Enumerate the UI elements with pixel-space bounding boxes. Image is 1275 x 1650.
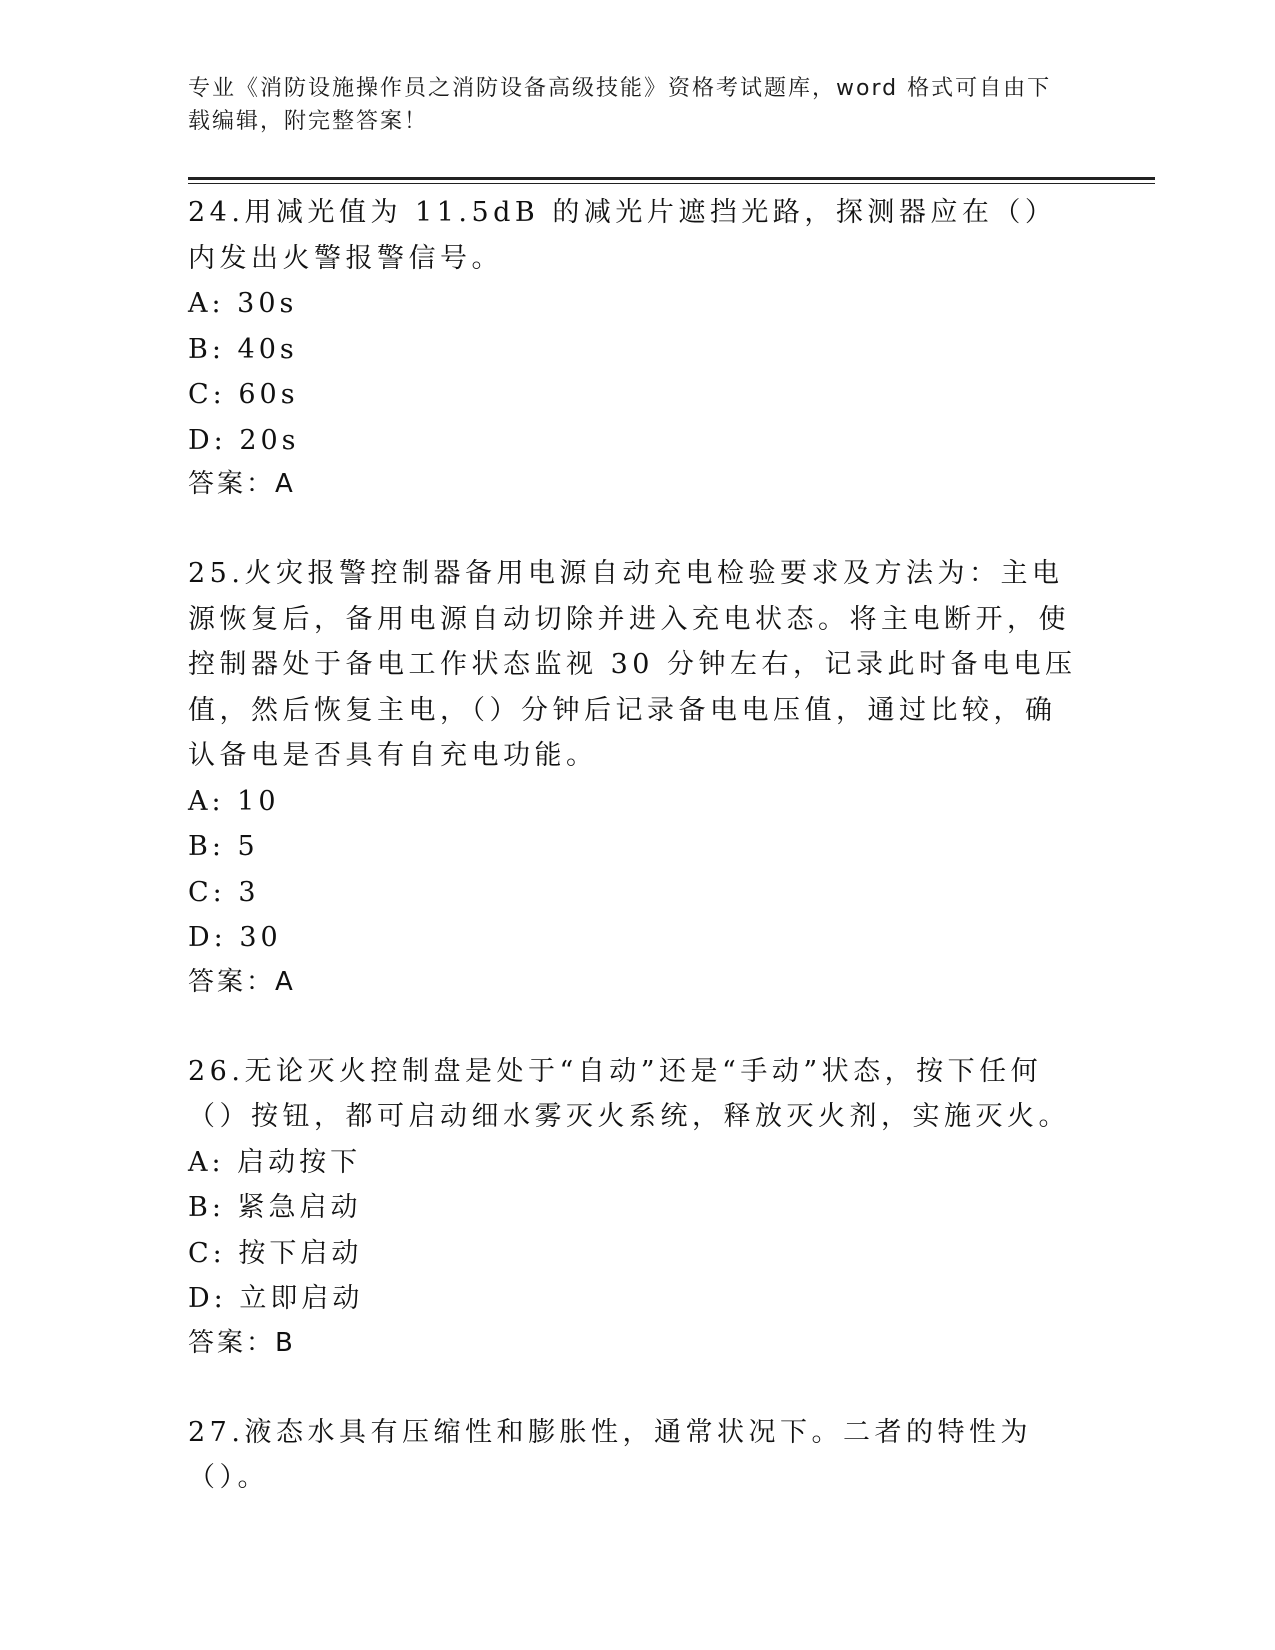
option-d: D: 30: [188, 922, 282, 953]
option-d: D: 20s: [188, 424, 300, 456]
question-27: [188, 1410, 1078, 1501]
answer-line: 答案：B: [188, 1327, 296, 1358]
option-b: B: 40s: [188, 333, 298, 365]
option-c: C: 按下启动: [188, 1237, 363, 1269]
option-a: A: 10: [188, 785, 280, 817]
header-divider-thick: [188, 177, 1155, 180]
header-divider-thin: [188, 183, 1155, 184]
question-stem: 27.液态水具有压缩性和膨胀性，通常状况下。二者的特性为（）。: [188, 1416, 1032, 1493]
option-c: C: 3: [188, 876, 260, 908]
question-stem: 25.火灾报警控制器备用电源自动充电检验要求及方法为：主电源恢复后，备用电源自动切除并进入充电状态。将主电断开，使控制器处于备电工作状态监视 30 分钟左右，记录此时备电电压值，然后恢复主电，（）分钟后记录备电电压值，通过比较，确认备电是否具有自充电功能。: [188, 558, 1077, 771]
question-stem: 26.无论灭火控制盘是处于“自动”还是“手动”状态，按下任何（）按钮，都可启动细水雾灭火系统，释放灭火剂，实施灭火。: [188, 1055, 1070, 1132]
document-header: 专业《消防设施操作员之消防设备高级技能》资格考试题库，word 格式可自由下载编辑，附完整答案！: [188, 76, 1052, 134]
question-stem: 24.用减光值为 11.5dB 的减光片遮挡光路，探测器应在（）内发出火警报警信号。: [188, 197, 1057, 274]
question-list: [188, 190, 1078, 1547]
option-a: A: 30s: [188, 288, 298, 319]
option-b: B: 5: [188, 831, 259, 862]
option-c: C: 60s: [188, 379, 299, 410]
option-a: A: 启动按下: [188, 1146, 362, 1178]
question-25: [188, 551, 1078, 1003]
answer-line: 答案：A: [188, 966, 296, 997]
option-d: D: 立即启动: [188, 1283, 364, 1314]
question-24: [188, 190, 1078, 505]
option-b: B: 紧急启动: [188, 1192, 362, 1223]
question-26: [188, 1049, 1078, 1364]
answer-line: 答案：A: [188, 469, 296, 499]
